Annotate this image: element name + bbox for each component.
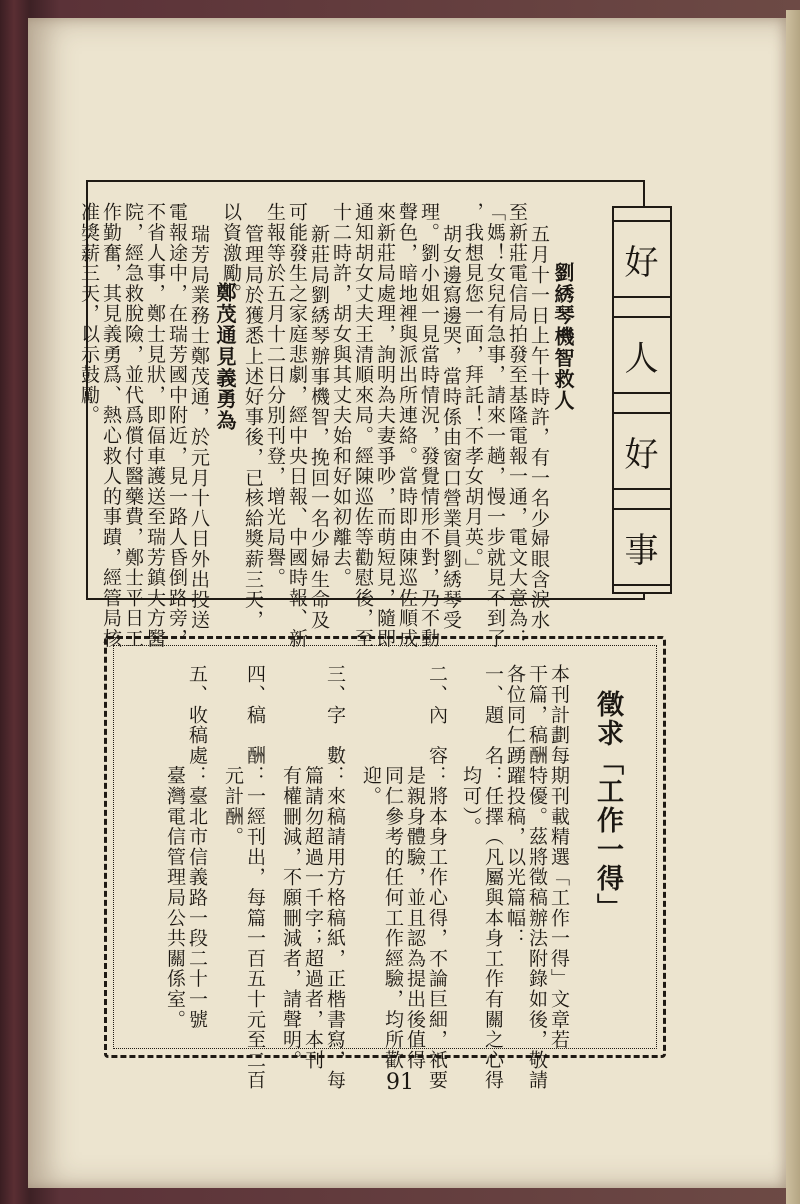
title-char: 人 (612, 316, 672, 394)
notice-line: 均可）。 (460, 664, 482, 838)
notice-line: 三、字 數：來稿請用方格稿紙，正楷書寫，每 (324, 664, 346, 1091)
notice-line: 臺灣電信管理局公共關係室。 (164, 664, 186, 1030)
story1-line: 可能發生之家庭悲劇，經中央日報、中國時報、新 (286, 202, 308, 649)
story1-line: 聲色，暗地裡與派出所連絡。當時即由陳巡佐順成 (396, 202, 418, 649)
notice-line: 有權刪減，不願刪減者，請聲明。 (280, 664, 302, 1070)
story1-line: 十二時許，胡女與其丈夫始和好如初離去。 (330, 202, 352, 588)
story2-headline: 鄭茂通見義勇為 (213, 282, 237, 432)
story1-headline: 劉綉琴機智救人 (551, 262, 575, 412)
notice-line: 四、稿 酬：一經刊出，每篇一百五十元至二百 (244, 664, 266, 1091)
column-title-stamp (612, 206, 672, 594)
story1-line: 來新莊局處理，詢明為夫妻爭吵，而萌短見，隨即 (374, 202, 396, 649)
story1-line: 理。劉小姐一見當時情況，發覺情形不對，乃不動 (418, 202, 440, 649)
story2-line: 院，經急救脫險，並代爲償付醫藥費，鄭士平日工 (122, 202, 144, 649)
notice-line: 同仁參考的任何工作經驗，均所歡 (382, 664, 404, 1070)
notice-line: 干篇，稿酬特優。茲將徵稿辦法附錄如後，敬請 (526, 664, 548, 1091)
notice-line: 五、收稿處：臺北市信義路一段二十一號 (186, 664, 208, 1030)
story1-line: ，我想見您一面，拜託！不孝女胡月英。」 (462, 202, 484, 579)
page-edge (786, 10, 800, 1204)
story1-line: 以資激勵。 (220, 202, 242, 304)
notice-line: 迎。 (360, 664, 382, 807)
story2-line: 准獎薪三天，以示鼓勵。 (78, 202, 100, 426)
title-char: 事 (612, 508, 672, 586)
story1-line: 至新莊電信局拍發至基隆電報一通，電文大意為： (506, 202, 528, 649)
story2-line: 電報途中，在瑞芳國中附近，見一路人昏倒路旁， (166, 202, 188, 649)
title-char: 好 (612, 220, 672, 298)
story1-line: 胡女邊寫邊哭，當時係由窗口營業員劉綉琴受 (440, 224, 462, 630)
notice-line: 本刊計劃每期刊載精選「工作一得」文章若 (548, 664, 570, 1050)
notice-title: 徵求「工作一得」 (592, 690, 623, 922)
notice-line: 是親身體驗，並且認為提出後值得 (404, 664, 426, 1070)
story1-line: 生報等於五月十二日分別刊登，增光局譽。 (264, 202, 286, 588)
notice-line: 元計酬。 (222, 664, 244, 847)
story1-line: 五月十一日上午十時許，有一名少婦眼含淚水 (528, 224, 550, 630)
story1-line: 通知胡女丈夫王清順來局。經陳巡佐等勸慰後，至 (352, 202, 374, 649)
story1-line: 新莊局劉綉琴辦事機智，挽回一名少婦生命及 (308, 224, 330, 630)
story2-line: 不省人事，鄭士見狀，即偪車護送至瑞芳鎮大方醫 (144, 202, 166, 649)
story1-line: 「媽！女兒有急事，請來一趟，慢一步就見不到了 (484, 202, 506, 649)
story1-line: 管理局於獲悉上述好事後，已核給獎薪三天， (242, 224, 264, 630)
notice-line: 各位同仁踴躍投稿，以光篇幅： (504, 664, 526, 949)
page-number: 91 (386, 1070, 414, 1095)
notice-line: 篇請勿超過一千字；超過者，本刊 (302, 664, 324, 1070)
notice-line: 一、題 名：任擇（凡屬與本身工作有關之心得 (482, 664, 504, 1091)
title-char: 好 (612, 412, 672, 490)
story2-line: 作勤奮，其見義勇爲、熱心救人的事蹟，經管局核 (100, 202, 122, 649)
story2-line: 瑞芳局業務士鄭茂通，於元月十八日外出投送 (188, 224, 210, 630)
notice-line: 二、內 容：將本身工作心得，不論巨細，祇要 (426, 664, 448, 1091)
